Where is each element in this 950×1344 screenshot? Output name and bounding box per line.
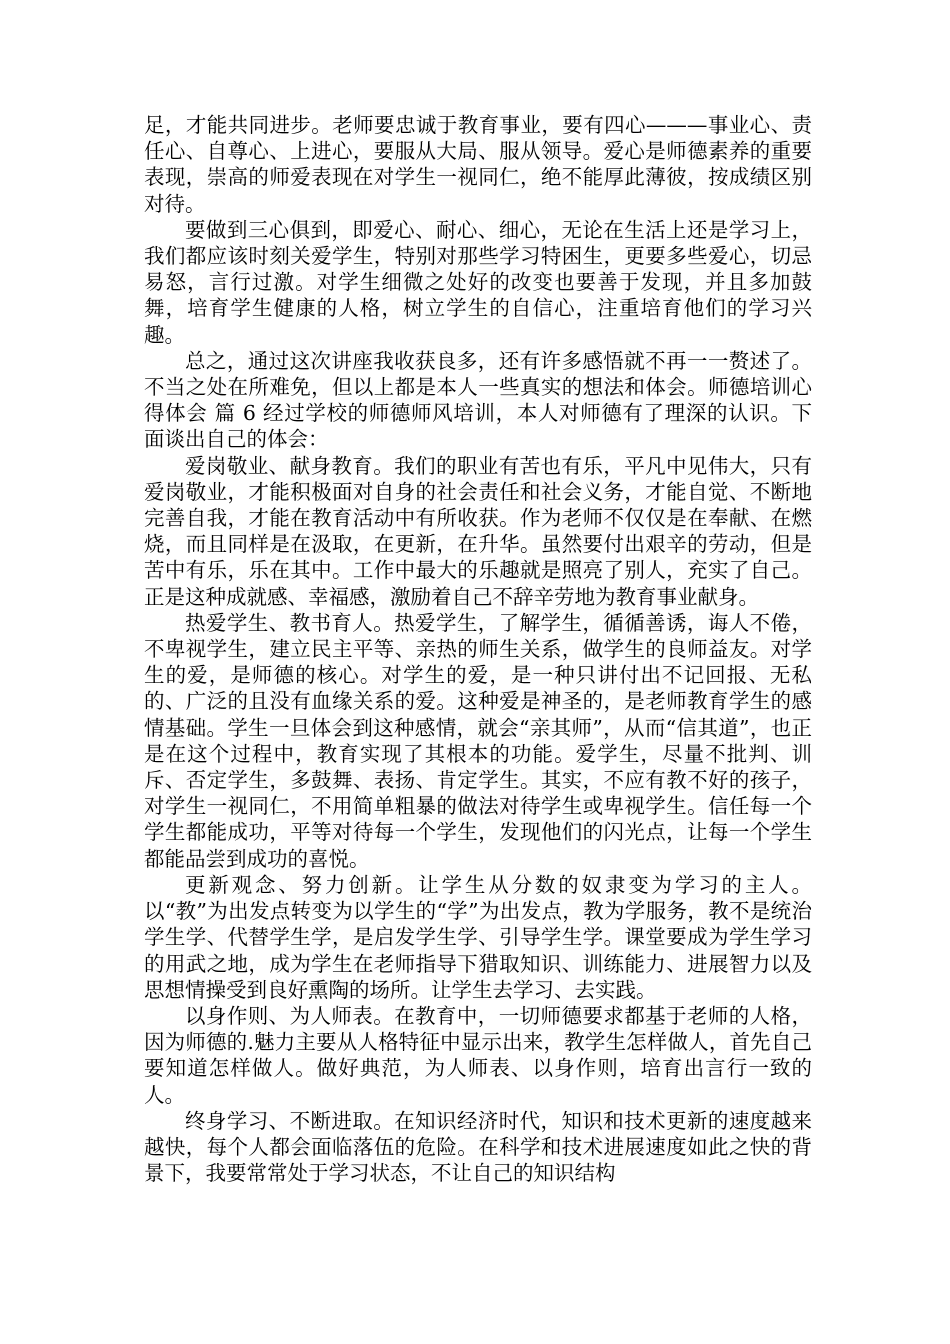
paragraph-8: 终身学习、不断进取。在知识经济时代，知识和技术更新的速度越来越快，每个人都会面临落伍的危险。在科学和技术进展速度如此之快的背景下，我要常常处于学习状态，不让自己的知识结构 (144, 1108, 812, 1186)
document-page (144, 112, 812, 1186)
paragraph-2: 要做到三心俱到，即爱心、耐心、细心，无论在生活上还是学习上，我们都应该时刻关爱学生，特别对那些学习特困生，更要多些爱心，切忌易怒，言行过激。对学生细微之处好的改变也要善于发现，并且多加鼓舞，培育学生健康的人格，树立学生的自信心，注重培育他们的学习兴趣。 (144, 217, 812, 347)
paragraph-6: 更新观念、努力创新。让学生从分数的奴隶变为学习的主人。以“教”为出发点转变为以学生的“学”为出发点，教为学服务，教不是统治学生学、代替学生学，是启发学生学、引导学生学。课堂要成为学生学习的用武之地，成为学生在老师指导下猎取知识、训练能力、进展智力以及思想情操受到良好熏陶的场所。让学生去学习、去实践。 (144, 872, 812, 1002)
paragraph-5: 热爱学生、教书育人。热爱学生，了解学生，循循善诱，诲人不倦，不卑视学生，建立民主平等、亲热的师生关系，做学生的良师益友。对学生的爱，是师德的核心。对学生的爱，是一种只讲付出不记回报、无私的、广泛的且没有血缘关系的爱。这种爱是神圣的，是老师教育学生的感情基础。学生一旦体会到这种感情，就会“亲其师”，从而“信其道”，也正是在这个过程中，教育实现了其根本的功能。爱学生，尽量不批判、训斥、否定学生，多鼓舞、表扬、肯定学生。其实，不应有教不好的孩子，对学生一视同仁，不用简单粗暴的做法对待学生或卑视学生。信任每一个学生都能成功，平等对待每一个学生，发现他们的闪光点，让每一个学生都能品尝到成功的喜悦。 (144, 610, 812, 871)
paragraph-1: 足，才能共同进步。老师要忠诚于教育事业，要有四心———事业心、责任心、自尊心、上进心，要服从大局、服从领导。爱心是师德素养的重要表现，崇高的师爱表现在对学生一视同仁，绝不能厚此薄彼，按成绩区别对待。 (144, 113, 812, 216)
paragraph-3: 总之，通过这次讲座我收获良多，还有许多感悟就不再一一赘述了。不当之处在所难免，但以上都是本人一些真实的想法和体会。师德培训心得体会 篇 6 经过学校的师德师风培训，本人对师德有了理深的认识。下面谈出自己的体会： (144, 348, 812, 452)
paragraph-7: 以身作则、为人师表。在教育中，一切师德要求都基于老师的人格，因为师德的.魅力主要从人格特征中显示出来，教学生怎样做人，首先自己要知道怎样做人。做好典范，为人师表、以身作则，培育出言行一致的人。 (144, 1003, 812, 1107)
paragraph-4: 爱岗敬业、献身教育。我们的职业有苦也有乐，平凡中见伟大，只有爱岗敬业，才能积极面对自身的社会责任和社会义务，才能自觉、不断地完善自我，才能在教育活动中有所收获。作为老师不仅仅是在奉献、在燃烧，而且同样是在汲取，在更新，在升华。虽然要付出艰辛的劳动，但是苦中有乐，乐在其中。工作中最大的乐趣就是照亮了别人，充实了自己。正是这种成就感、幸福感，激励着自己不辞辛劳地为教育事业献身。 (144, 453, 812, 609)
